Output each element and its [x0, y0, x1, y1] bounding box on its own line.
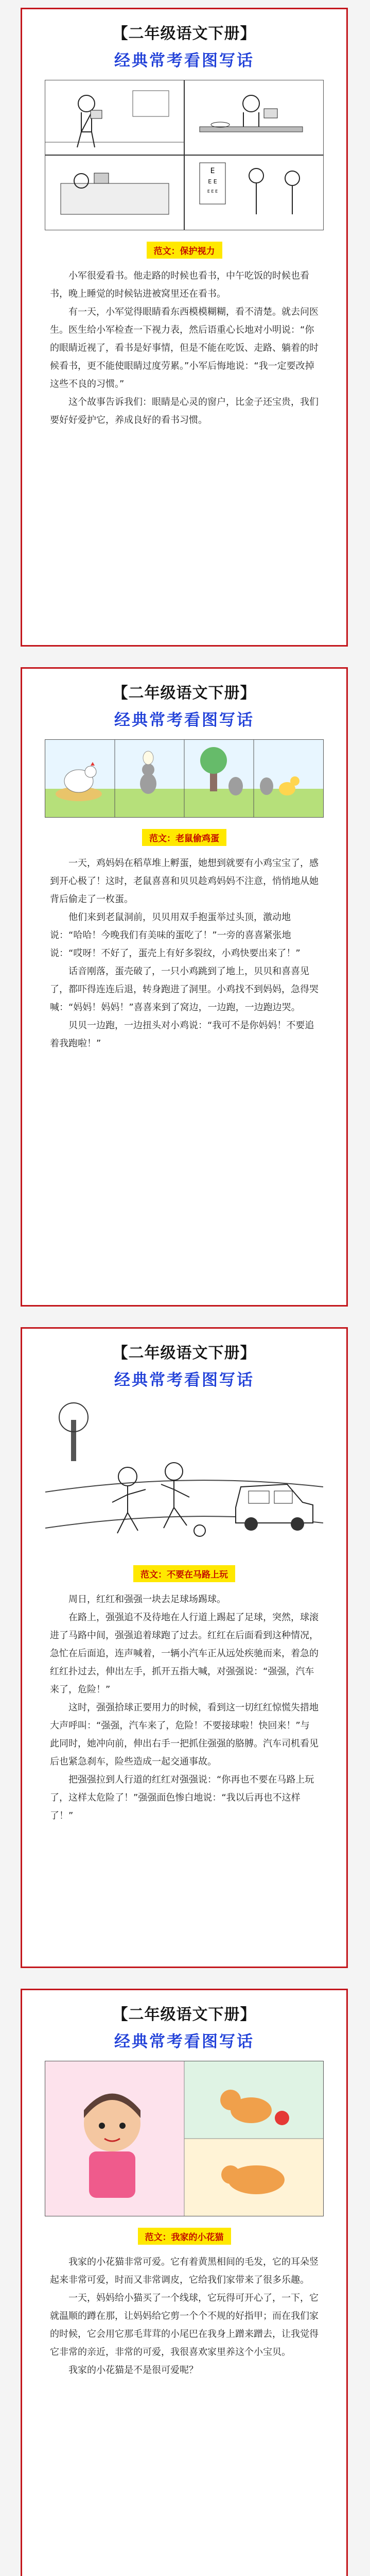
- essay-paragraph: 在路上，强强追不及待地在人行道上踢起了足球，突然，球滚进了马路中间，强强追着球跑了过去。红红在后面看到这种情况，急忙在后面追，连声喊着，一辆小汽车正从远处疾驰而来，着急的红红扑过去，伸出左手，抓开五指大喊，对强强说：“强强，汽车来了，危险！”: [50, 1612, 319, 1695]
- essay-card-3: [21, 1327, 348, 1968]
- svg-text:E E: E E: [208, 178, 217, 185]
- essay-body: [50, 2253, 319, 2379]
- series-title: 经典常考看图写话: [114, 2032, 254, 2051]
- essay-title-badge: 范文：保护视力: [147, 242, 222, 259]
- essay-paragraph: 一天，鸡妈妈在稻草堆上孵蛋，她想到就要有小鸡宝宝了，感到开心极了！这时，老鼠喜喜和贝贝趁鸡妈妈不注意，悄悄地从她背后偷走了一枚蛋。: [50, 858, 319, 905]
- essay-title-badge: 范文：我家的小花猫: [138, 2228, 231, 2245]
- essay-paragraph: 他们来到老鼠洞前，贝贝用双手抱蛋举过头顶，激动地说：“哈哈！今晚我们有美味的蛋吃了！”一旁的喜喜紧张地说：“哎呀！不好了，蛋壳上有好多裂纹，小鸡快要出来了！”: [50, 912, 301, 959]
- essay-paragraph: 我家的小花猫是不是很可爱呢？: [68, 2365, 198, 2376]
- comic-illustration-2: [45, 739, 324, 818]
- essay-paragraph: 话音刚落，蛋壳破了，一只小鸡跳到了地上，贝贝和喜喜见了，都吓得连连后退，转身跑进了洞里。小鸡找不到妈妈，急得哭喊：“妈妈！妈妈！”喜喜来到了窝边，一边跑，一边跑边哭。: [50, 966, 319, 1013]
- essay-card-2: [21, 667, 348, 1307]
- svg-text:E E E: E E E: [207, 189, 218, 194]
- series-title: 经典常考看图写话: [114, 52, 254, 70]
- grade-header: 【二年级语文下册】: [112, 1344, 256, 1362]
- svg-text:E: E: [210, 167, 215, 175]
- grade-header: 【二年级语文下册】: [112, 684, 256, 702]
- comic-illustration-1: [45, 80, 324, 230]
- essay-paragraph: 小军很爱看书。他走路的时候也看书，中午吃饭的时候也看书，晚上睡觉的时候钻进被窝里还在看书。: [50, 270, 309, 299]
- essay-title-badge: 范文：不要在马路上玩: [133, 1565, 235, 1582]
- comic-illustration-4: [45, 2061, 324, 2216]
- essay-card-1: [21, 8, 348, 647]
- grade-header: 【二年级语文下册】: [112, 25, 256, 43]
- essay-title-badge: 范文：老鼠偷鸡蛋: [142, 829, 226, 846]
- essay-paragraph: 贝贝一边跑，一边扭头对小鸡说：“我可不是你妈妈！不要追着我跑啦！”: [50, 1020, 314, 1049]
- essay-body: [50, 267, 319, 429]
- essay-paragraph: 这个故事告诉我们：眼睛是心灵的窗户，比金子还宝贵，我们要好好爱护它，养成良好的看书习惯。: [50, 397, 319, 426]
- series-title: 经典常考看图写话: [114, 1371, 254, 1389]
- essay-card-4: [21, 1989, 348, 2576]
- essay-body: [50, 1590, 319, 1825]
- comic-illustration-3: [45, 1399, 323, 1554]
- essay-paragraph: 周日，红红和强强一块去足球场踢球。: [68, 1594, 226, 1605]
- essay-body: [50, 854, 319, 1053]
- essay-paragraph: 一天，妈妈给小猫买了一个线球，它玩得可开心了，一下，它就温顺的蹲在那，让妈妈给它剪一个个不规的好指甲；而在我们家的时候，它会用它那毛茸茸的小尾巴在我身上蹭来蹭去，让我觉得它非常的亲近，非常的可爱，我很喜欢家里养这个小宝贝。: [50, 2293, 319, 2358]
- grade-header: 【二年级语文下册】: [112, 2006, 256, 2024]
- series-title: 经典常考看图写话: [114, 711, 254, 730]
- essay-paragraph: 这时，强强拾球正要用力的时候，看到这一切红红惊慌失措地大声呼叫：“强强，汽车来了，危险！不要接球啦！快回来！”与此同时，她冲向前，伸出右手一把抓住强强的胳膊。汽车司机看见后也紧急刹车，险些造成一起交通事故。: [50, 1702, 319, 1767]
- essay-paragraph: 把强强拉到人行道的红红对强强说：“你再也不要在马路上玩了，这样太危险了！”强强面色惨白地说：“我以后再也不这样了！”: [50, 1774, 314, 1821]
- essay-paragraph: 我家的小花猫非常可爱。它有着黄黑相间的毛发，它的耳朵竖起来非常可爱，时而又非常调皮，它给我们家带来了很多乐趣。: [50, 2257, 319, 2285]
- essay-paragraph: 有一天，小军觉得眼睛看东西模模糊糊，看不清楚。就去问医生。医生给小军检查一下视力表，然后语重心长地对小明说：“你的眼睛近视了，看书是好事情，但是不能在吃饭、走路、躺着的时候看书，更不能使眼睛过度劳累。”小军后悔地说：“我一定要改掉这些不良的习惯。”: [50, 307, 319, 389]
